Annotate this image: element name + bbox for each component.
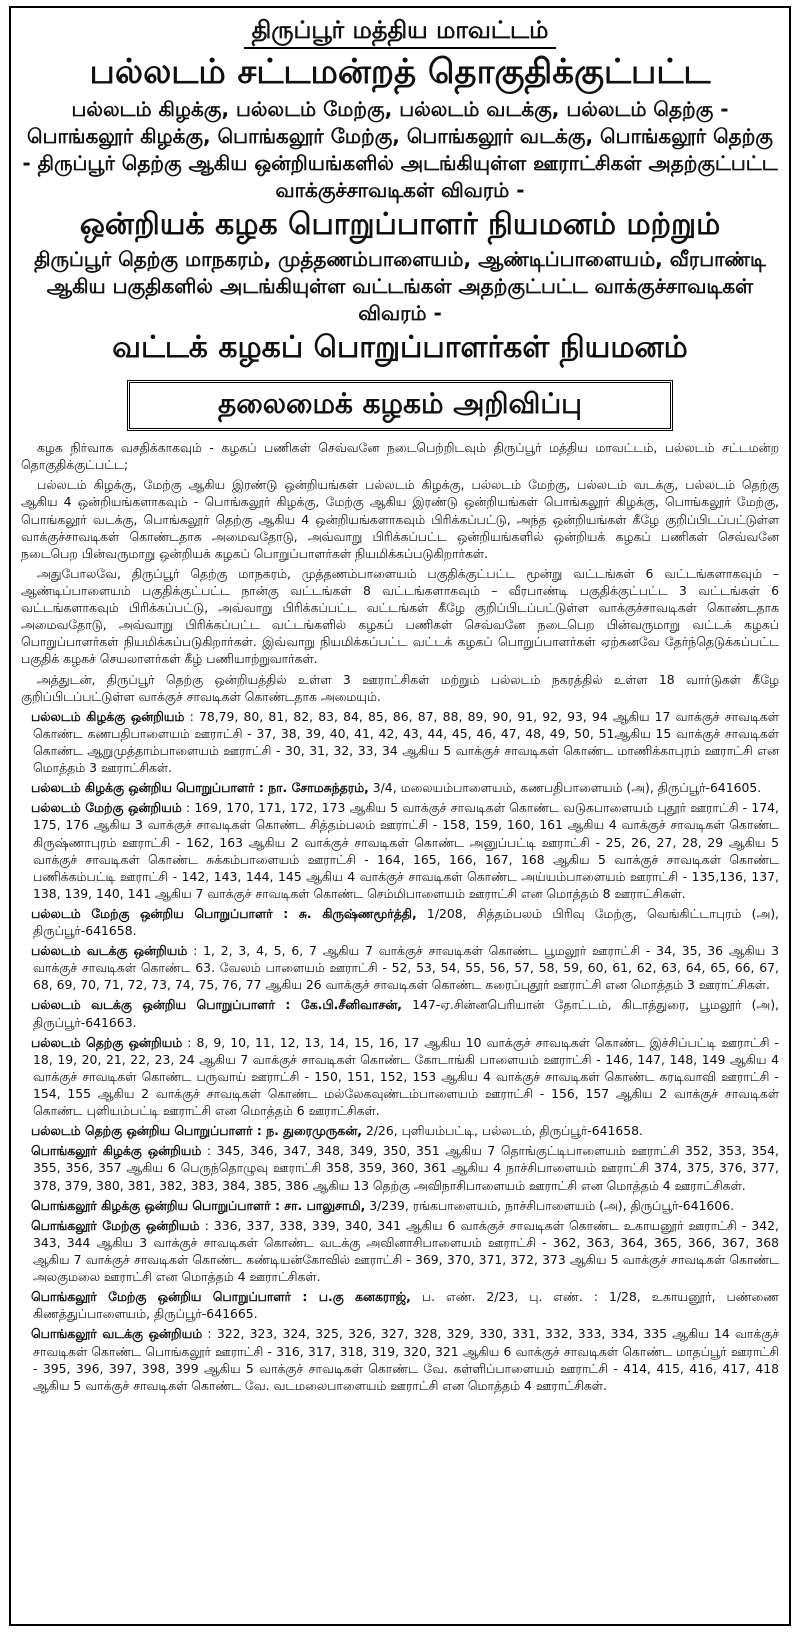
section-label: பொங்கலூர் மேற்கு ஒன்றியம் [31, 1217, 200, 1233]
section-palladam-south-incharge [21, 1122, 779, 1139]
incharge-name: : ந. துரைமுருகன், [252, 1123, 362, 1139]
section-palladam-north [21, 942, 779, 993]
section-label: பல்லடம் மேற்கு ஒன்றியம் [31, 800, 182, 816]
section-text: : 336, 337, 338, 339, 340, 341 ஆகிய 6 வாக்குச் சாவடிகள் கொண்ட உகாயனூர் ஊராட்சி - 342, 343, 344 ஆகிய 3 வாக்குச் சாவடிகள் கொண்ட வடக்கு அவினாசிபாளையம் ஊராட்சி - 362, 363, 364, 365, 366, 367, 368 ஆகிய 7 வாக்குச் சாவடிகள் கொண்ட கண்டியன்கோவில் ஊராட்சி - 369, 370, 371, 372, 373 ஆகிய 5 வாக்குச் சாவடிகள் கொண்ட அலகுமலை ஊராட்சி என மொத்தம் 4 ஊராட்சிகள். [33, 1217, 779, 1285]
intro-paragraph-2: பல்லடம் கிழக்கு, மேற்கு ஆகிய இரண்டு ஒன்றியங்கள் பல்லடம் கிழக்கு, பல்லடம் மேற்கு, பல்லடம் வடக்கு, பல்லடம் தெற்கு ஆகிய 4 ஒன்றியங்களாகவும் - பொங்கலூர் கிழக்கு, மேற்கு ஆகிய இரண்டு ஒன்றியங்கள் பொங்கலூர் கிழக்கு, பொங்கலூர் மேற்கு, பொங்கலூர் வடக்கு, பொங்கலூர் தெற்கு ஆகிய 4 ஒன்றியங்களாகவும் பிரிக்கப்பட்டு, அந்த ஒன்றியங்கள் கீழே குறிப்பிடப்பட்டுள்ள வாக்குச்சாவடிகள் கொண்டதாக அமைவதோடு, அவ்வாறு பிரிக்கப்பட்ட ஒன்றியங்களில் ஒன்றியக் கழகப் பணிகள் செவ்வனே நடைபெற பின்வருமாறு ஒன்றியக் கழகப் பொறுப்பாளர்கள் நியமிக்கப்படுகிறார்கள். [21, 477, 779, 561]
section-label: பல்லடம் மேற்கு ஒன்றிய பொறுப்பாளர் [31, 905, 273, 921]
section-label: பல்லடம் கிழக்கு ஒன்றிய பொறுப்பாளர் [31, 780, 255, 796]
section-palladam-north-incharge [21, 996, 779, 1030]
section-text: 147-ஏ.சின்னபெரியான் தோட்டம், கிடாத்துரை, பூமலூர் (அ), திருப்பூர்-641663. [33, 997, 779, 1030]
incharge-name: : சா. பாலுசாமி, [270, 1197, 366, 1213]
incharge-name: : கே.பி.சீனிவாசன், [274, 997, 402, 1013]
section-label: பொங்கலூர் மேற்கு ஒன்றிய பொறுப்பாளர் [31, 1289, 292, 1305]
incharge-name: : நா. சோமசுந்தரம், [254, 780, 369, 796]
section-text: ப. எண். 2/23, பு. எண். : 1/28, உகாயனூர், பண்ணை கிணத்துப்பாளையம், திருப்பூர்-641665. [33, 1289, 780, 1322]
section-pongalur-west-incharge [21, 1288, 779, 1322]
intro-paragraph-3: அதுபோலவே, திருப்பூர் தெற்கு மாநகரம், முத்தணம்பாளையம் பகுதிக்குட்பட்ட மூன்று வட்டங்கள் 6 வட்டங்களாகவும் – ஆண்டிப்பாளையம் பகுதிக்குட்பட்ட நான்கு வட்டங்கள் 8 வட்டங்களாகவும் – வீரபாண்டி பகுதிக்குட்பட்ட 3 வட்டங்கள் 6 வட்டங்களாகவும் பிரிக்கப்பட்டு, அவ்வாறு பிரிக்கப்பட்ட வட்டங்கள் கீழே குறிப்பிடப்பட்டுள்ள வாக்குச்சாவடிகள் கொண்டதாக அமைவதோடு, அவ்வாறு பிரிக்கப்பட்ட வட்டங்களில் கழகப் பணிகள் செவ்வனே நடைபெற பின்வருமாறு வட்டக் கழகப் பொறுப்பாளர்கள் நியமிக்கப்படுகிறார்கள். இவ்வாறு நியமிக்கப்பட்ட வட்டக் கழகப் பொறுப்பாளர்கள் ஏற்கனவே தேர்ந்தெடுக்கப்பட்ட பகுதிக் கழகச் செயலாளர்கள் கீழ் பணியாற்றுவார்கள். [21, 565, 779, 667]
incharge-name: : ப.கு கனகராஜ், [291, 1289, 411, 1305]
section-text: : 8, 9, 10, 11, 12, 13, 14, 15, 16, 17 ஆகிய 10 வாக்குச் சாவடிகள் கொண்ட இச்சிப்பட்டி ஊராட்சி - 18, 19, 20, 21, 22, 23, 24 ஆகிய 7 வாக்குச் சாவடிகள் கொண்ட கோடாங்கி பாளையம் ஊராட்சி - 146, 147, 148, 149 ஆகிய 4 வாக்குச் சாவடிகள் கொண்ட பருவாய் ஊராட்சி - 150, 151, 152, 153 ஆகிய 4 வாக்குச் சாவடிகள் கொண்ட கரடிவாவி ஊராட்சி - 154, 155 ஆகிய 2 வாக்குச் சாவடிகள் கொண்ட மல்லேகவுண்டம்பாளையம் ஊராட்சி - 156, 157 ஆகிய 2 வாக்குச் சாவடிகள் கொண்ட புளியம்பட்டி ஊராட்சி என மொத்தம் 6 ஊராட்சிகள். [33, 1034, 780, 1119]
section-label: பல்லடம் வடக்கு ஒன்றியம் [31, 943, 188, 959]
section-label: பொங்கலூர் வடக்கு ஒன்றியம் [31, 1326, 203, 1342]
section-label: பல்லடம் தெற்கு ஒன்றியம் [31, 1034, 183, 1050]
section-text: 2/26, புளியம்பட்டி, பல்லடம், திருப்பூர்-641658. [361, 1123, 643, 1139]
section-text: 3/239, ரங்கபாளையம், நாச்சிபாளையம் (அ), திருப்பூர்-641606. [365, 1197, 735, 1213]
section-text: : 78,79, 80, 81, 82, 83, 84, 85, 86, 87, 88, 89, 90, 91, 92, 93, 94 ஆகிய 17 வாக்குச் சாவடிகள் கொண்ட கணபதிபாளையம் ஊராட்சி - 37, 38, 39, 40, 41, 42, 43, 44, 45, 46, 47, 48, 49, 50, 51ஆகிய 15 வாக்குச் சாவடிகள் கொண்ட ஆறுமுத்தாம்பாளையம் ஊராட்சி - 30, 31, 32, 33, 34 ஆகிய 5 வாக்குச் சாவடிகள் கொண்ட மாணிக்காபுரம் ஊராட்சி என மொத்தம் 3 ஊராட்சிகள். [33, 708, 779, 776]
subtitle-unions: பல்லடம் கிழக்கு, பல்லடம் மேற்கு, பல்லடம் வடக்கு, பல்லடம் தெற்கு - பொங்கலூர் கிழக்கு, பொங்கலூர் மேற்கு, பொங்கலூர் வடக்கு, பொங்கலூர் தெற்கு - திருப்பூர் தெற்கு ஆகிய ஒன்றியங்களில் அடங்கியுள்ள ஊராட்சிகள் அதற்குட்பட்ட வாக்குச்சாவடிகள் விவரம் - [22, 97, 778, 203]
section-palladam-west [21, 799, 779, 902]
section-text: : 345, 346, 347, 348, 349, 350, 351 ஆகிய 7 தொங்குட்டிபாளையம் ஊராட்சி 352, 353, 354, 355, 356, 357 ஆகிய 6 பெருந்தொழுவு ஊராட்சி 358, 359, 360, 361 ஆகிய 4 நாச்சிபாளையம் ஊராட்சி 374, 375, 376, 377, 378, 379, 380, 381, 382, 383, 384, 385, 386 ஆகிய 13 தெற்கு அவிநாசிபாளையம் ஊராட்சி என மொத்தம் 4 ஊராட்சிகள். [33, 1143, 779, 1193]
incharge-name: : சு. கிருஷ்ணமூர்த்தி, [272, 905, 417, 921]
subtitle-wards: திருப்பூர் தெற்கு மாநகரம், முத்தணம்பாளையம், ஆண்டிப்பாளையம், வீரபாண்டி ஆகிய பகுதிகளில் அடங்கியுள்ள வட்டங்கள் அதற்குட்பட்ட வாக்குச்சாவடிகள் விவரம் - [34, 246, 766, 325]
section-label: பொங்கலூர் கிழக்கு ஒன்றிய பொறுப்பாளர் [31, 1197, 271, 1213]
section-pongalur-north [21, 1325, 779, 1393]
section-text: : 169, 170, 171, 172, 173 ஆகிய 5 வாக்குச் சாவடிகள் கொண்ட வடுகபாளையம் புதூர் ஊராட்சி - 174, 175, 176 ஆகிய 3 வாக்குச் சாவடிகள் கொண்ட சித்தம்பலம் ஊராட்சி - 158, 159, 160, 161 ஆகிய 4 வாக்குச் சாவடிகள் கொண்ட கிருஷ்ணாபுரம் ஊராட்சி - 162, 163 ஆகிய 2 வாக்குச் சாவடிகள் கொண்ட அனுப்பட்டி ஊராட்சி - 25, 26, 27, 28, 29 ஆகிய 5 வாக்குச் சாவடிகள் கொண்ட சுக்கம்பாளையம் ஊராட்சி - 164, 165, 166, 167, 168 ஆகிய 5 வாக்குச் சாவடிகள் கொண்ட பணிக்கம்பட்டி ஊராட்சி - 142, 143, 144, 145 ஆகிய 4 வாக்குச் சாவடிகள் கொண்ட அய்யம்பாளையம் ஊராட்சி - 135,136, 137, 138, 139, 140, 141 ஆகிய 7 வாக்குச் சாவடிகள் கொண்ட செம்மிபாளையம் ஊராட்சி என மொத்தம் 8 ஊராட்சிகள். [33, 800, 779, 901]
section-pongalur-west [21, 1217, 779, 1285]
section-text: : 322, 323, 324, 325, 326, 327, 328, 329, 330, 331, 332, 333, 334, 335 ஆகிய 14 வாக்குச் சாவடிகள் கொண்ட பொங்கலூர் ஊராட்சி - 316, 317, 318, 319, 320, 321 ஆகிய 6 வாக்குச் சாவடிகள் கொண்ட மாதப்பூர் ஊராட்சி - 395, 396, 397, 398, 399 ஆகிய 5 வாக்குச் சாவடிகள் கொண்ட வே. கள்ளிப்பாளையம் ஊராட்சி - 414, 415, 416, 417, 418 ஆகிய 5 வாக்குச் சாவடிகள் கொண்ட வே. வடமலைபாளையம் ஊராட்சி என மொத்தம் 4 ஊராட்சிகள். [33, 1326, 780, 1393]
title-ward-appointment: வட்டக் கழகப் பொறுப்பாளர்கள் நியமனம் [112, 329, 688, 365]
section-label: பல்லடம் கிழக்கு ஒன்றியம் [31, 708, 185, 724]
section-text: 1/208, சித்தம்பலம் பிரிவு மேற்கு, வெங்கிட்டாபுரம் (அ), திருப்பூர்-641658. [33, 905, 779, 939]
section-label: பல்லடம் தெற்கு ஒன்றிய பொறுப்பாளர் [31, 1123, 253, 1139]
section-label: பல்லடம் வடக்கு ஒன்றிய பொறுப்பாளர் [31, 997, 275, 1013]
district-heading: திருப்பூர் மத்திய மாவட்டம் [244, 16, 557, 49]
section-text: : 1, 2, 3, 4, 5, 6, 7 ஆகிய 7 வாக்குச் சாவடிகள் கொண்ட பூமலூர் ஊராட்சி - 34, 35, 36 ஆகிய 3 வாக்குச் சாவடிகள் கொண்ட 63. வேலம் பாளையம் ஊராட்சி - 52, 53, 54, 55, 56, 57, 58, 59, 60, 61, 62, 63, 64, 65, 66, 67, 68, 69, 70, 71, 72, 73, 74, 75, 76, 77 ஆகிய 26 வாக்குச் சாவடிகள் கொண்ட கரைப்புதூர் ஊராட்சி என மொத்தம் 3 ஊராட்சிகள். [33, 943, 779, 993]
headquarters-notice-box: தலைமைக் கழகம் அறிவிப்பு [127, 380, 673, 431]
intro-paragraph-4: அத்துடன், திருப்பூர் தெற்கு ஒன்றியத்தில் உள்ள 3 ஊராட்சிகள் மற்றும் பல்லடம் நகரத்தில் உள்ள 18 வார்டுகள் கீழே குறிப்பிடப்பட்டுள்ள வாக்குச் சாவடிகள் கொண்டதாக அமையும். [21, 671, 779, 704]
section-text: 3/4, மலையம்பாளையம், கணபதிபாளையம் (அ), திருப்பூர்-641605. [368, 780, 762, 796]
section-pongalur-east [21, 1142, 779, 1193]
section-pongalur-east-incharge [21, 1197, 779, 1214]
section-palladam-east-incharge [21, 779, 779, 796]
section-label: பொங்கலூர் கிழக்கு ஒன்றியம் [31, 1143, 202, 1159]
title-union-appointment: ஒன்றியக் கழக பொறுப்பாளர் நியமனம் மற்றும் [79, 207, 721, 243]
section-palladam-west-incharge [21, 905, 779, 939]
intro-paragraph-1: கழக நிர்வாக வசதிக்காகவும் - கழகப் பணிகள் செவ்வனே நடைபெற்றிடவும் திருப்பூர் மத்திய மாவட்டம், பல்லடம் சட்டமன்ற தொகுதிக்குட்பட்ட; [21, 440, 779, 473]
main-title: பல்லடம் சட்டமன்றத் தொகுதிக்குட்பட்ட [89, 52, 711, 92]
section-palladam-east [21, 708, 779, 776]
section-palladam-south [21, 1034, 779, 1120]
notice-page [9, 6, 791, 1626]
